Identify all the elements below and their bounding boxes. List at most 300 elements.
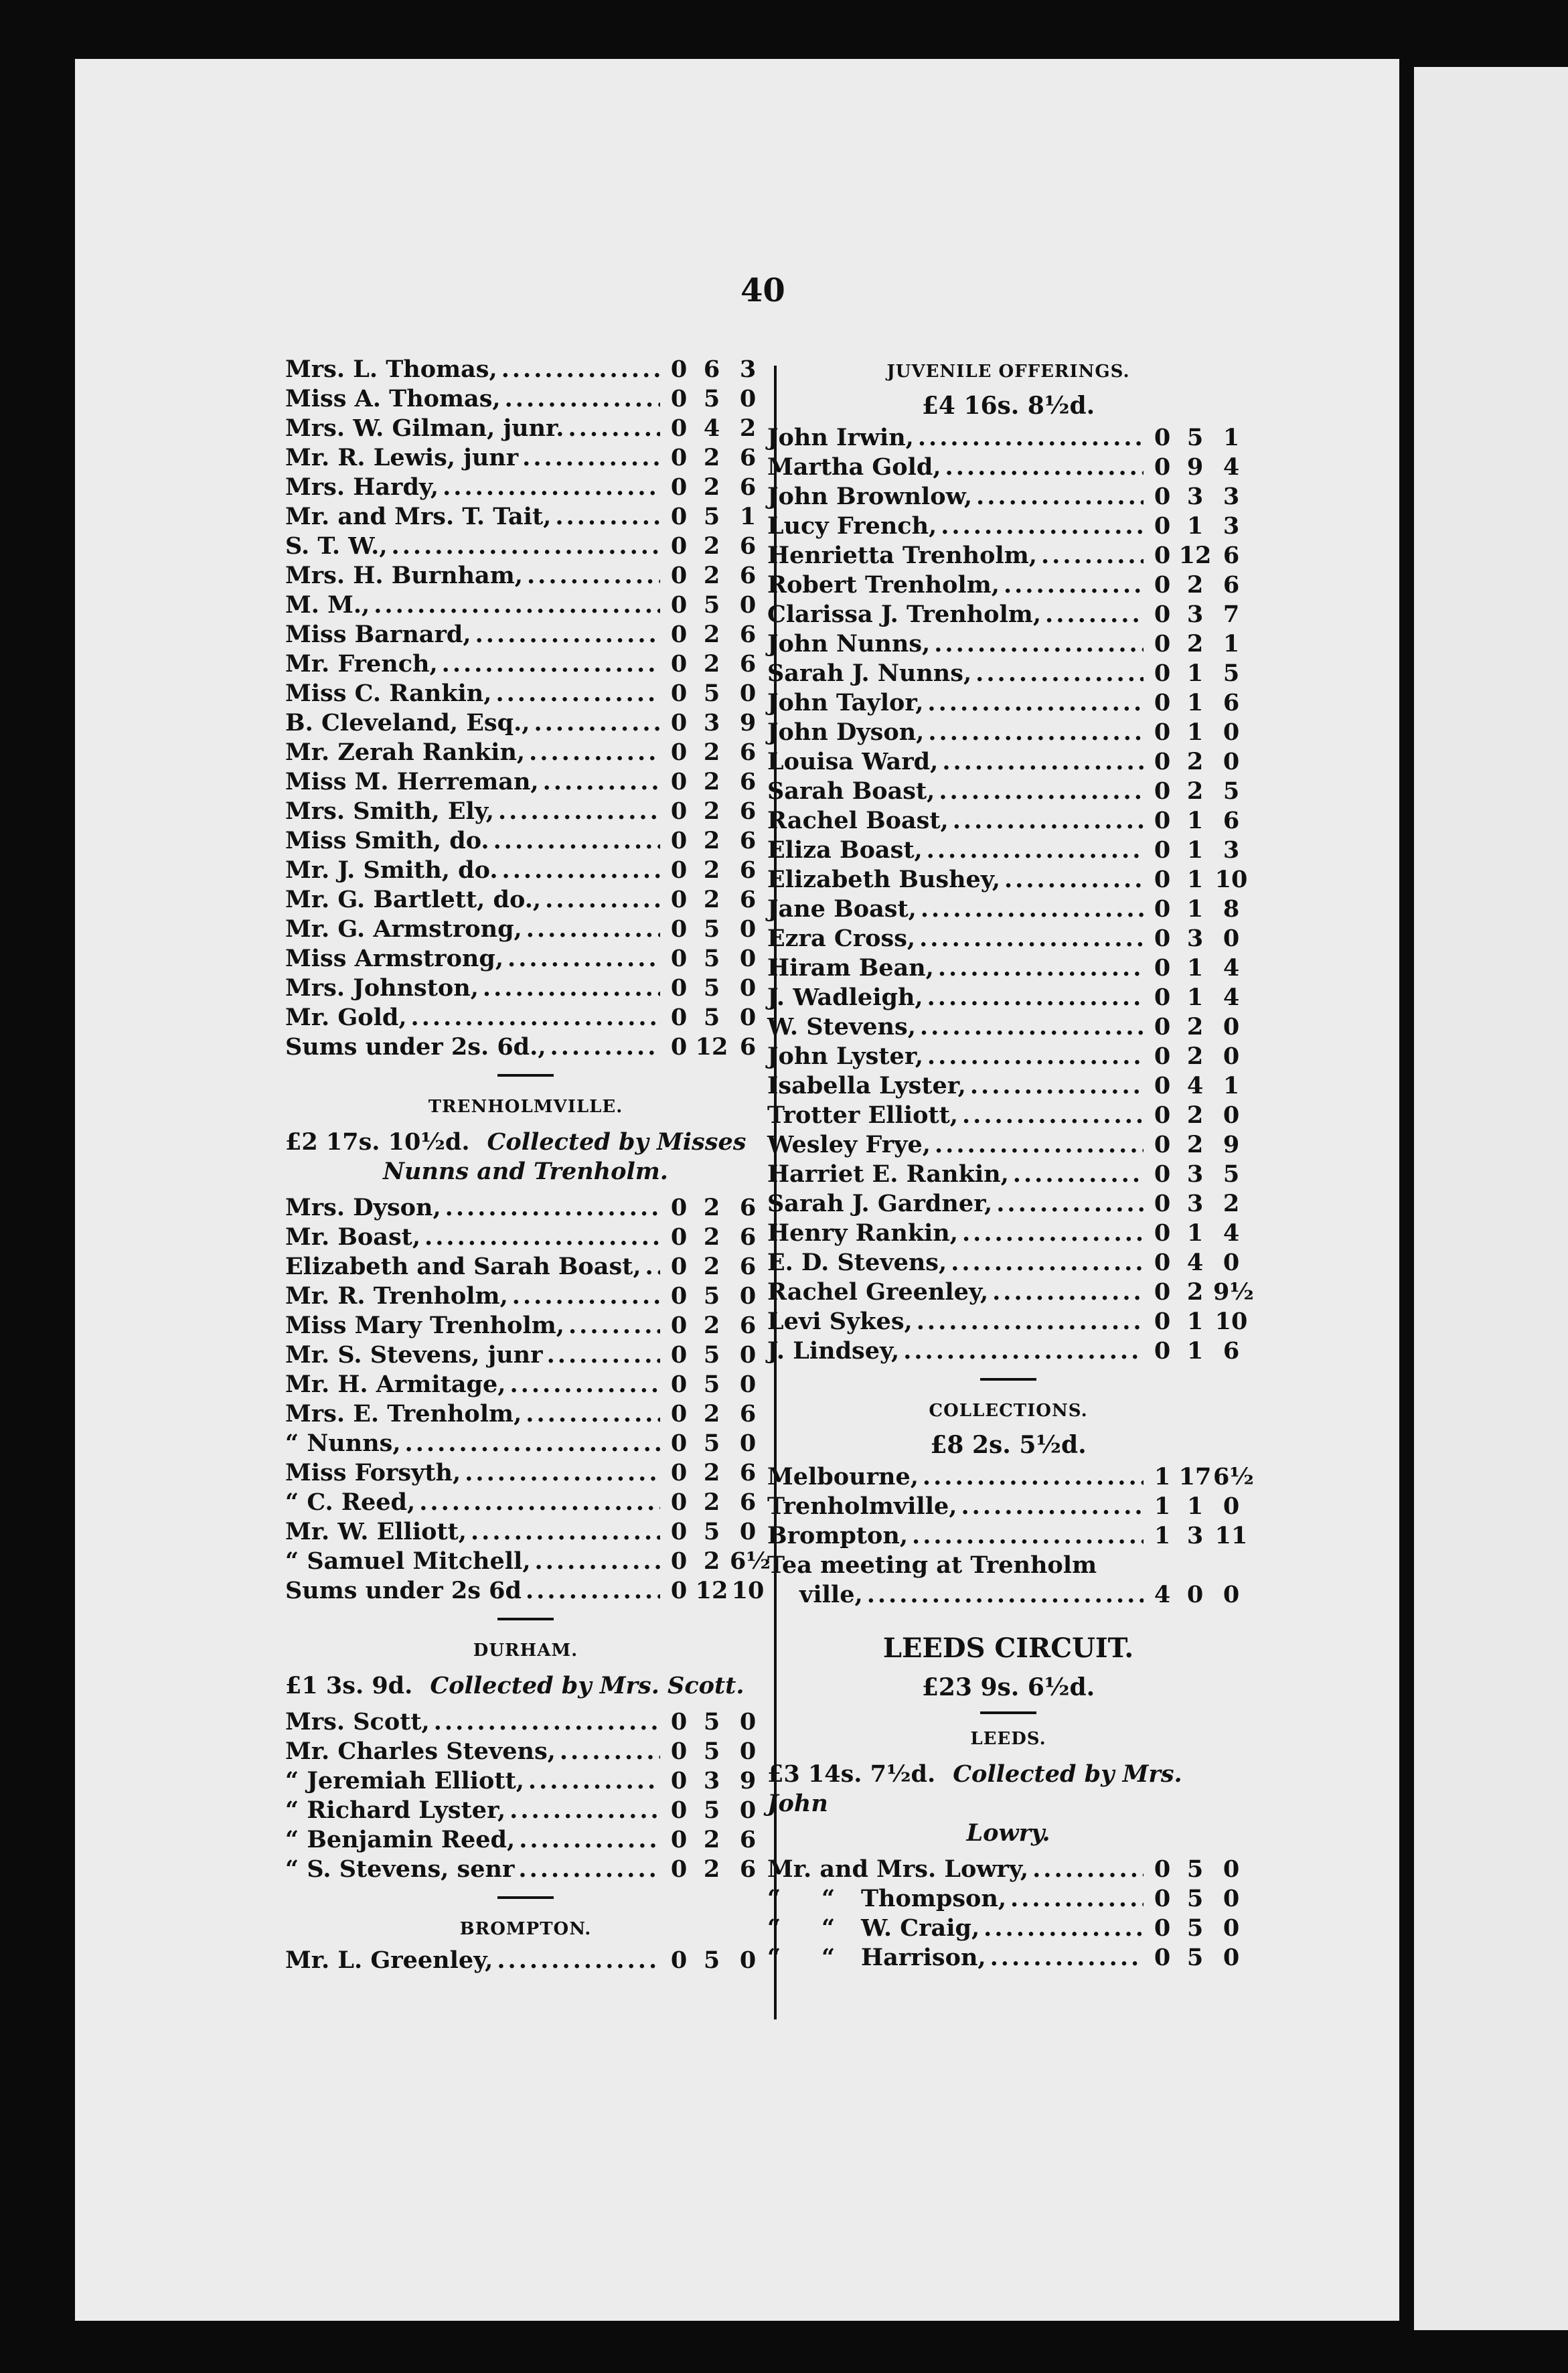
shillings: 2 (703, 739, 720, 766)
entry-name: J. Wadleigh, (767, 984, 923, 1011)
pounds: 0 (670, 650, 688, 678)
juvenile-heading: JUVENILE OFFERINGS. (886, 362, 1130, 382)
entry-name: S. T. W., (285, 532, 388, 560)
entry-name: Miss Barnard, (285, 621, 471, 648)
shillings: 2 (1186, 1043, 1204, 1070)
entry-name: Mr. R. Lewis, junr (285, 444, 519, 471)
pence: 0 (739, 1796, 757, 1824)
entry-name: Elizabeth and Sarah Boast, (285, 1253, 641, 1280)
leader-dots (962, 1219, 1144, 1248)
list-item (285, 355, 766, 384)
leader-dots (526, 1576, 660, 1606)
entry-name: Mr. and Mrs. T. Tait, (285, 503, 552, 530)
pence: 6 (739, 1826, 757, 1853)
leader-dots (509, 1796, 660, 1825)
pence: 0 (1223, 1914, 1240, 1942)
leader-dots (560, 1737, 660, 1766)
pounds: 0 (1154, 1944, 1171, 1971)
pounds: 0 (1154, 689, 1171, 716)
shillings: 0 (1186, 1581, 1204, 1608)
section-rule (497, 1074, 554, 1077)
shillings: 1 (1186, 807, 1204, 834)
leeds-collector-line2: Lowry. (966, 1819, 1050, 1847)
leader-dots (951, 1248, 1144, 1278)
list-item (285, 1252, 766, 1282)
leader-dots (405, 1429, 660, 1458)
pence: 10 (1214, 866, 1248, 893)
pounds: 4 (1154, 1581, 1171, 1608)
pounds: 1 (1154, 1522, 1171, 1549)
ditto-mark: “ “ (767, 1914, 836, 1942)
entry-name: Mr. R. Trenholm, (285, 1282, 508, 1310)
entry-name: Miss Armstrong, (285, 945, 504, 972)
pence: 10 (731, 1577, 765, 1604)
list-item (285, 708, 766, 738)
leader-dots (374, 591, 660, 620)
shillings: 2 (703, 1253, 720, 1280)
entry-name: Melbourne, (767, 1463, 919, 1490)
list-item (767, 953, 1249, 983)
list-item (767, 806, 1249, 836)
pence: 6 (739, 1400, 757, 1428)
shillings: 2 (1186, 748, 1204, 775)
list-item (285, 1576, 766, 1606)
shillings: 4 (1186, 1072, 1204, 1099)
list-item (285, 767, 766, 797)
pence: 6 (739, 1253, 757, 1280)
pence: 0 (739, 915, 757, 943)
shillings: 2 (1186, 1101, 1204, 1129)
leader-dots (1004, 570, 1144, 600)
entry-name: Mr. Boast, (285, 1223, 421, 1251)
pence: 1 (739, 503, 757, 530)
pence: 3 (1223, 836, 1240, 864)
pence: 10 (1214, 1308, 1248, 1335)
shillings: 1 (1186, 895, 1204, 923)
list-item (285, 1825, 766, 1855)
leader-dots (545, 885, 660, 915)
entry-name: Elizabeth Bushey, (767, 866, 1000, 893)
shillings: 1 (1186, 866, 1204, 893)
leader-dots (550, 1032, 660, 1062)
pounds: 0 (1154, 483, 1171, 510)
shillings: 1 (1186, 689, 1204, 716)
list-item (767, 865, 1249, 895)
leader-dots (493, 826, 660, 856)
entry-name: John Nunns, (767, 630, 931, 658)
shillings: 3 (703, 709, 720, 737)
entry-name: W. Craig, (861, 1914, 980, 1942)
list-item (767, 1336, 1249, 1366)
list-item (285, 738, 766, 767)
pence: 6 (739, 1223, 757, 1251)
shillings: 3 (1186, 1190, 1204, 1217)
leader-dots (555, 502, 660, 532)
entry-name: “ S. Stevens, senr (285, 1855, 515, 1883)
shillings: 2 (1186, 571, 1204, 599)
shillings: 5 (703, 1946, 720, 1974)
entry-name: Miss Forsyth, (285, 1459, 461, 1486)
list-item (285, 1517, 766, 1547)
shillings: 3 (703, 1767, 720, 1794)
shillings: 2 (703, 1312, 720, 1339)
shillings: 5 (703, 503, 720, 530)
trenholmville-collector-line1: Collected by Misses (487, 1128, 747, 1156)
leader-dots (917, 1307, 1144, 1336)
shillings: 6 (703, 356, 720, 383)
pence: 0 (739, 1738, 757, 1765)
leader-dots (961, 1492, 1144, 1521)
leader-dots (938, 953, 1144, 983)
pence: 0 (1223, 1885, 1240, 1912)
shillings: 5 (703, 385, 720, 412)
entry-name: Clarissa J. Trenholm, (767, 601, 1042, 628)
entry-name: Mr. G. Bartlett, do., (285, 886, 542, 913)
leader-dots (505, 384, 660, 414)
pence: 6 (739, 650, 757, 678)
pence: 0 (1223, 1043, 1240, 1070)
shillings: 2 (1186, 1278, 1204, 1306)
pounds: 0 (1154, 660, 1171, 687)
section-rule (980, 1378, 1036, 1381)
entry-name: Mrs. H. Burnham, (285, 562, 523, 589)
list-item (285, 1032, 766, 1062)
list-item (285, 1766, 766, 1796)
leader-dots (921, 895, 1144, 924)
leader-dots (1032, 1855, 1144, 1884)
entry-name: “ Nunns, (285, 1430, 401, 1457)
shillings: 3 (1186, 483, 1204, 510)
list-item (767, 1071, 1249, 1101)
subscriber-list (285, 355, 766, 1062)
durham-collector (285, 1671, 766, 1701)
section-rule (497, 1618, 554, 1620)
entry-name: Trotter Elliott, (767, 1101, 958, 1129)
entry-name: Mr. L. Greenley, (285, 1946, 493, 1974)
pounds: 0 (1154, 1249, 1171, 1276)
entry-name: Rachel Boast, (767, 807, 949, 834)
shillings: 5 (1186, 424, 1204, 451)
shillings: 2 (703, 1194, 720, 1221)
shillings: 1 (1186, 1492, 1204, 1520)
leader-dots (927, 983, 1144, 1012)
pounds: 0 (670, 680, 688, 707)
list-item (767, 1248, 1249, 1278)
entry-name: “ Jeremiah Elliott, (285, 1767, 524, 1794)
list-item (767, 1551, 1249, 1580)
entry-name: Mrs. L. Thomas, (285, 356, 497, 383)
entry-name: Sarah Boast, (767, 777, 935, 805)
shillings: 2 (1186, 1013, 1204, 1041)
list-item (285, 856, 766, 885)
pence: 6 (739, 1459, 757, 1486)
entry-name: Henrietta Trenholm, (767, 542, 1037, 569)
entry-name: M. M., (285, 591, 370, 619)
durham-collector-name: Collected by Mrs. Scott. (430, 1672, 744, 1699)
leader-dots (867, 1580, 1144, 1610)
list-item (767, 1130, 1249, 1160)
pence: 9 (739, 709, 757, 737)
pounds: 0 (670, 797, 688, 825)
leader-dots (992, 1278, 1144, 1307)
shillings: 3 (1186, 925, 1204, 952)
shillings: 2 (703, 1488, 720, 1516)
pounds: 0 (1154, 895, 1171, 923)
shillings: 5 (703, 1430, 720, 1457)
entry-name: Miss M. Herreman, (285, 768, 539, 795)
pence: 0 (739, 1946, 757, 1974)
entry-name: B. Cleveland, Esq., (285, 709, 530, 737)
list-item (767, 1307, 1249, 1336)
pounds: 0 (670, 1855, 688, 1883)
pounds: 0 (670, 1194, 688, 1221)
shillings: 1 (1186, 718, 1204, 746)
leader-dots (495, 679, 660, 708)
pounds: 0 (670, 1312, 688, 1339)
shillings: 2 (1186, 777, 1204, 805)
pence: 6 (739, 444, 757, 471)
shillings: 1 (1186, 1337, 1204, 1365)
shillings: 3 (1186, 601, 1204, 628)
pence: 4 (1223, 984, 1240, 1011)
leader-dots (392, 532, 660, 561)
pence: 2 (1223, 1190, 1240, 1217)
entry-name: Martha Gold, (767, 453, 941, 481)
pence: 0 (739, 680, 757, 707)
entry-name: Mr. J. Smith, do. (285, 856, 498, 884)
pence: 3 (1223, 483, 1240, 510)
list-item (285, 826, 766, 856)
pounds: 1 (1154, 1463, 1171, 1490)
list-item (767, 482, 1249, 512)
entry-name: W. Stevens, (767, 1013, 916, 1041)
pounds: 0 (670, 1796, 688, 1824)
list-item (285, 1707, 766, 1737)
pence: 11 (1214, 1522, 1248, 1549)
list-item (767, 453, 1249, 482)
entry-name: “ C. Reed, (285, 1488, 416, 1516)
list-item (767, 629, 1249, 659)
shillings: 4 (1186, 1249, 1204, 1276)
list-item (767, 836, 1249, 865)
pounds: 0 (670, 503, 688, 530)
pounds: 0 (670, 385, 688, 412)
list-item (767, 1189, 1249, 1219)
leader-dots (568, 1311, 660, 1341)
pence: 6 (739, 532, 757, 560)
leader-dots (918, 423, 1144, 453)
durham-amount: £1 3s. 9d. (285, 1672, 413, 1699)
pounds: 0 (670, 945, 688, 972)
leader-dots (912, 1521, 1144, 1551)
pounds: 0 (1154, 1278, 1171, 1306)
collections-list (767, 1462, 1254, 1551)
leader-dots (976, 482, 1144, 512)
shillings: 2 (703, 1826, 720, 1853)
list-item (285, 944, 766, 974)
section-rule (980, 1711, 1036, 1714)
shillings: 5 (1186, 1944, 1204, 1971)
pounds: 0 (1154, 1013, 1171, 1041)
shillings: 12 (695, 1033, 728, 1061)
entry-name: Miss Smith, do. (285, 827, 489, 854)
shillings: 5 (703, 945, 720, 972)
pounds: 0 (1154, 424, 1171, 451)
entry-name: Miss C. Rankin, (285, 680, 492, 707)
list-item (285, 649, 766, 679)
list-item (285, 473, 766, 502)
leader-dots (935, 1130, 1144, 1160)
entry-name: Henry Rankin, (767, 1219, 958, 1247)
pence: 6 (739, 1855, 757, 1883)
pounds: 0 (670, 974, 688, 1002)
entry-name: Sums under 2s 6d (285, 1577, 522, 1604)
shillings: 2 (703, 1459, 720, 1486)
entry-name: Wesley Frye, (767, 1131, 931, 1158)
leader-dots (919, 924, 1144, 953)
leader-dots (519, 1825, 660, 1855)
pence: 6½ (730, 1547, 771, 1575)
shillings: 2 (703, 1547, 720, 1575)
pounds: 0 (670, 1547, 688, 1575)
pounds: 0 (1154, 1131, 1171, 1158)
shillings: 5 (703, 1341, 720, 1369)
leader-dots (923, 1462, 1144, 1492)
list-item (767, 1521, 1249, 1551)
entry-name: Eliza Boast, (767, 836, 923, 864)
list-item (767, 1462, 1254, 1492)
pounds: 0 (1154, 748, 1171, 775)
pounds: 1 (1154, 1492, 1171, 1520)
shillings: 2 (703, 1223, 720, 1251)
list-item (767, 1219, 1249, 1248)
shillings: 2 (703, 886, 720, 913)
pounds: 0 (670, 827, 688, 854)
collections-heading: COLLECTIONS. (929, 1401, 1088, 1421)
leader-dots (970, 1071, 1144, 1101)
list-item (767, 1492, 1249, 1521)
list-item (767, 1943, 1249, 1973)
leader-dots (483, 974, 660, 1003)
leader-dots (927, 836, 1144, 865)
leeds-circuit-amount: £23 9s. 6½d. (921, 1673, 1095, 1701)
entry-name: Levi Sykes, (767, 1308, 913, 1335)
pence: 1 (1223, 630, 1240, 658)
entry-name: Hiram Bean, (767, 954, 934, 982)
list-item (285, 1311, 766, 1341)
leader-dots (962, 1101, 1144, 1130)
pounds: 0 (1154, 1308, 1171, 1335)
pence: 0 (1223, 1581, 1240, 1608)
pence: 6 (1223, 807, 1240, 834)
pounds: 0 (670, 709, 688, 737)
pounds: 0 (670, 444, 688, 471)
leeds-amount: £3 14s. 7½d. (767, 1760, 936, 1788)
pence: 4 (1223, 1219, 1240, 1247)
leader-dots (903, 1336, 1144, 1366)
pence: 9 (1223, 1131, 1240, 1158)
leader-dots (1045, 600, 1144, 629)
pence: 6 (739, 1033, 757, 1061)
pence: 5 (1223, 1160, 1240, 1188)
list-item (285, 1282, 766, 1311)
pounds: 0 (670, 1946, 688, 1974)
left-column (285, 355, 771, 1975)
leader-dots (941, 512, 1144, 541)
list-item (767, 895, 1249, 924)
shillings: 2 (703, 444, 720, 471)
pence: 0 (739, 1518, 757, 1545)
list-item (767, 1160, 1249, 1189)
pence: 6 (739, 886, 757, 913)
entry-name: Mr. S. Stevens, junr (285, 1341, 543, 1369)
shillings: 1 (1186, 836, 1204, 864)
leader-dots (942, 747, 1144, 777)
leader-dots (535, 1547, 660, 1576)
entry-name: Ezra Cross, (767, 925, 916, 952)
pounds: 0 (670, 532, 688, 560)
pounds: 0 (670, 591, 688, 619)
pounds: 0 (1154, 718, 1171, 746)
shillings: 5 (703, 1004, 720, 1031)
leader-dots (645, 1252, 660, 1282)
pounds: 0 (670, 1004, 688, 1031)
pounds: 0 (670, 1708, 688, 1736)
pounds: 0 (1154, 1337, 1171, 1365)
pounds: 0 (670, 1282, 688, 1310)
pence: 6 (739, 473, 757, 501)
pounds: 0 (1154, 1160, 1171, 1188)
leader-dots (465, 1458, 660, 1488)
leader-dots (434, 1707, 660, 1737)
list-item (767, 718, 1249, 747)
leader-dots (526, 1399, 660, 1429)
pounds: 0 (670, 621, 688, 648)
entry-name: Mr. and Mrs. Lowry, (767, 1855, 1029, 1883)
leader-dots (502, 856, 660, 885)
pence: 0 (1223, 718, 1240, 746)
pence: 0 (739, 1430, 757, 1457)
leader-dots (975, 659, 1144, 688)
shillings: 2 (703, 621, 720, 648)
entry-name: Mr. W. Elliott, (285, 1518, 467, 1545)
list-item (285, 1399, 766, 1429)
pounds: 0 (1154, 630, 1171, 658)
entry-name: Mrs. Dyson, (285, 1194, 441, 1221)
pounds: 0 (670, 1223, 688, 1251)
shillings: 5 (703, 591, 720, 619)
pence: 6 (739, 827, 757, 854)
pounds: 0 (1154, 571, 1171, 599)
shillings: 9 (1186, 453, 1204, 481)
list-item (767, 1884, 1249, 1914)
leader-dots (1010, 1884, 1144, 1914)
list-item (767, 924, 1249, 953)
pence: 6 (739, 1312, 757, 1339)
pence: 4 (1223, 453, 1240, 481)
pounds: 0 (670, 1738, 688, 1765)
pence: 5 (1223, 660, 1240, 687)
pounds: 0 (670, 886, 688, 913)
pence: 6 (1223, 542, 1240, 569)
pence: 0 (1223, 1855, 1240, 1883)
entry-name: Harrison, (861, 1944, 986, 1971)
list-item (285, 679, 766, 708)
leader-dots (497, 1946, 660, 1975)
list-item (285, 384, 766, 414)
shillings: 2 (703, 562, 720, 589)
leader-dots (498, 797, 660, 826)
